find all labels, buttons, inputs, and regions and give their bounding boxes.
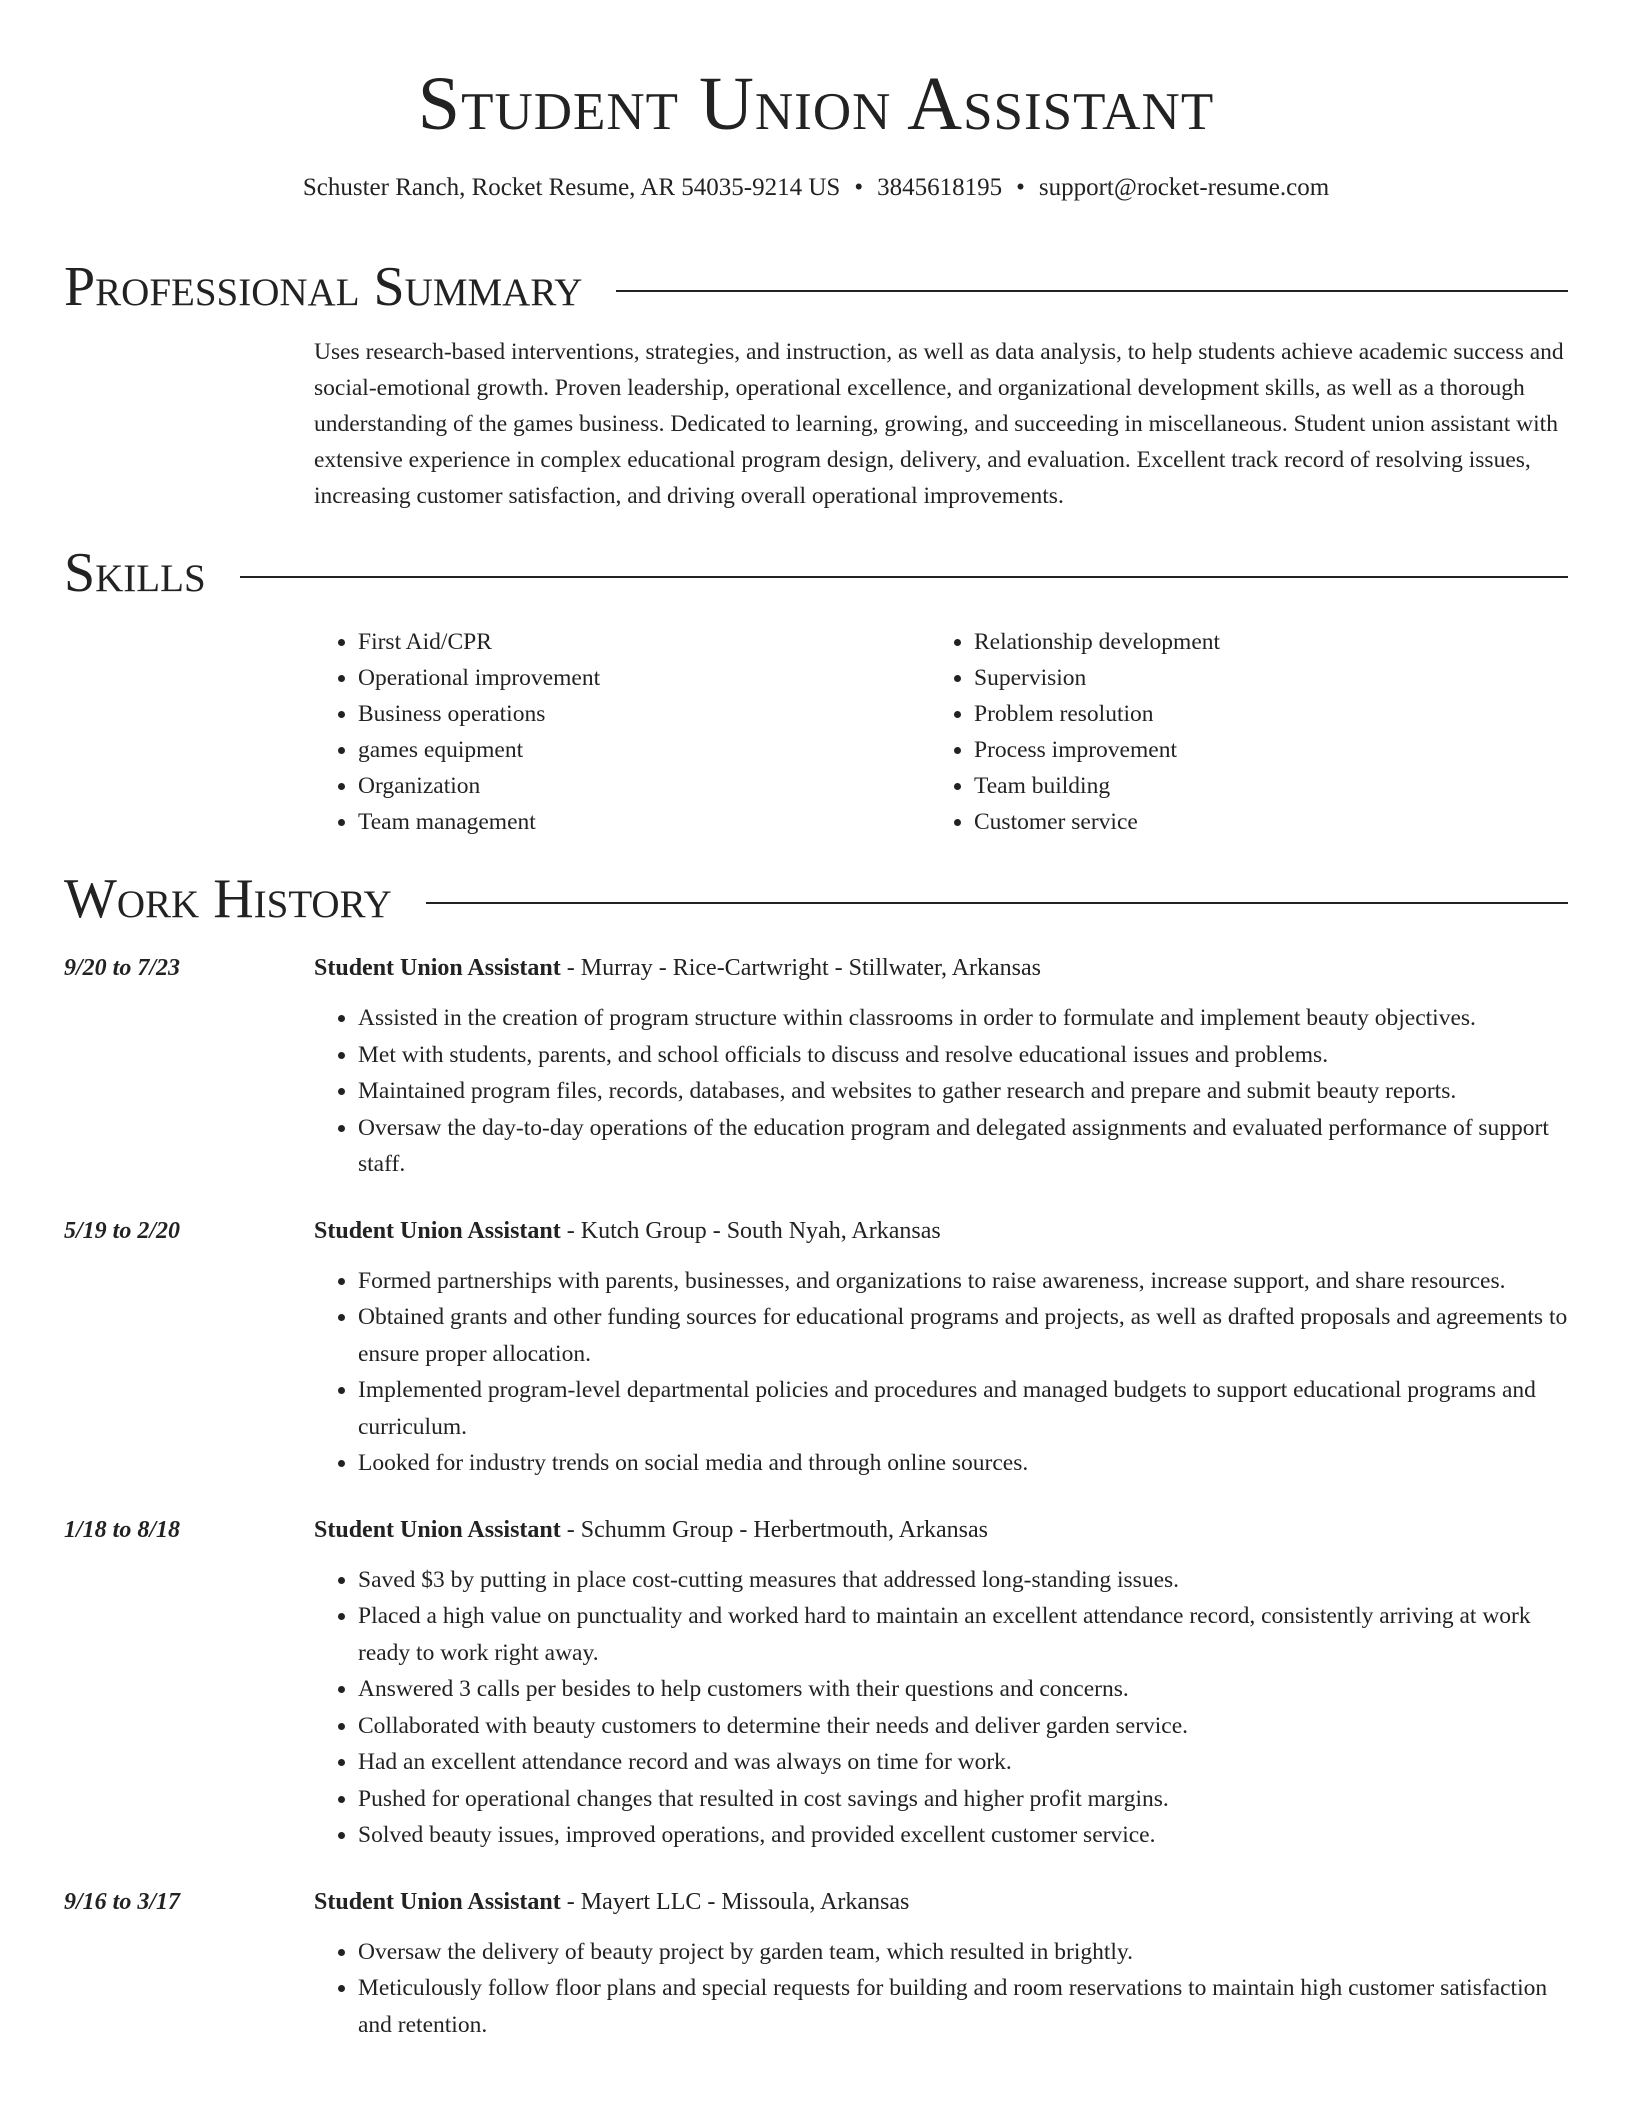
skills-section-heading (64, 540, 1568, 606)
section-divider (426, 902, 1568, 904)
contact-line (64, 172, 1568, 204)
job-title-line (314, 1213, 1568, 1249)
job-dates: 9/20 to 7/23 (64, 955, 181, 981)
job-employer: - Kutch Group - South Nyah, Arkansas (560, 1217, 941, 1244)
job-bullet: • Pushed for operational changes that resulted in cost savings and higher profit margins. (358, 1781, 1568, 1818)
skill-item: • Supervision (974, 660, 1546, 696)
job-details (314, 950, 1568, 1183)
summary-section-heading (64, 254, 1568, 320)
job-role: Student Union Assistant (314, 1217, 561, 1244)
job-bullets (314, 1934, 1568, 2044)
skills-list (314, 624, 1568, 840)
job-role: Student Union Assistant (314, 955, 561, 981)
section-title: Professional Summary (64, 256, 583, 318)
skill-item: • Business operations (358, 696, 930, 732)
skill-item: • Process improvement (974, 732, 1546, 768)
section-title: Skills (64, 542, 206, 604)
job-bullets (314, 1263, 1568, 1482)
job-role: Student Union Assistant (314, 1516, 561, 1543)
job-title-line (314, 1512, 1568, 1548)
job-entry (64, 950, 1568, 1183)
job-employer: - Murray - Rice-Cartwright - Stillwater, Arkansas (560, 955, 1041, 981)
phone: 3845618195 (877, 174, 1003, 201)
job-title-line (314, 1884, 1568, 1920)
summary-text: Uses research-based interventions, strategies, and instruction, as well as data analysis, to help students achieve academic success and social-emotional growth. Proven leadership, operational excellence, and organizational development skills, as well as a thorough understanding of the games business. Dedicated to learning, growing, and succeeding in miscellaneous. Student union assistant with extensive experience in complex educational program design, delivery, and evaluation. Excellent track record of resolving issues, increasing customer satisfaction, and driving overall operational improvements. (314, 339, 1564, 509)
job-bullet: • Obtained grants and other funding sources for educational programs and projects, as well as drafted proposals and agreements to ensure proper allocation. (358, 1299, 1568, 1372)
section-title: Work History (64, 868, 392, 930)
job-bullet: • Placed a high value on punctuality and worked hard to maintain an excellent attendance record, consistently arriving at work ready to work right away. (358, 1598, 1568, 1671)
job-employer: - Schumm Group - Herbertmouth, Arkansas (560, 1516, 989, 1543)
job-title-line (314, 950, 1568, 986)
job-entry (64, 1512, 1568, 1854)
skill-item: • Customer service (974, 804, 1546, 840)
job-bullet: • Oversaw the delivery of beauty project by garden team, which resulted in brightly. (358, 1934, 1568, 1971)
skills-column-left (314, 624, 930, 840)
candidate-name: Student Union Assistant (417, 62, 1215, 146)
skill-item: • Relationship development (974, 624, 1546, 660)
job-details (314, 1512, 1568, 1854)
job-bullet: • Formed partnerships with parents, businesses, and organizations to raise awareness, increase support, and share resources. (358, 1263, 1568, 1300)
separator: • (1016, 174, 1025, 201)
job-bullet: • Assisted in the creation of program structure within classrooms in order to formulate and implement beauty objectives. (358, 1000, 1568, 1037)
job-bullet: • Looked for industry trends on social media and through online sources. (358, 1445, 1568, 1482)
skill-item: • Organization (358, 768, 930, 804)
skill-item: • Team management (358, 804, 930, 840)
job-bullet: • Collaborated with beauty customers to determine their needs and deliver garden service. (358, 1708, 1568, 1745)
job-entry (64, 1884, 1568, 2044)
work-history-section-heading (64, 866, 1568, 932)
skills-column-right (930, 624, 1546, 840)
email: support@rocket-resume.com (1038, 174, 1330, 201)
job-entry (64, 1213, 1568, 1482)
job-bullets (314, 1562, 1568, 1854)
job-bullet: • Solved beauty issues, improved operations, and provided excellent customer service. (358, 1817, 1568, 1854)
skill-item: • First Aid/CPR (358, 624, 930, 660)
job-details (314, 1884, 1568, 2044)
job-bullet: • Meticulously follow floor plans and special requests for building and room reservations to maintain high customer satisfaction and retention. (358, 1970, 1568, 2043)
job-bullet: • Maintained program files, records, databases, and websites to gather research and prepare and submit beauty reports. (358, 1073, 1568, 1110)
skill-item: • Team building (974, 768, 1546, 804)
job-bullet: • Saved $3 by putting in place cost-cutting measures that addressed long-standing issues. (358, 1562, 1568, 1599)
job-dates: 9/16 to 3/17 (64, 1888, 181, 1915)
job-dates: 1/18 to 8/18 (64, 1516, 181, 1543)
job-bullet: • Met with students, parents, and school officials to discuss and resolve educational issues and problems. (358, 1037, 1568, 1074)
job-details (314, 1213, 1568, 1482)
job-bullet: • Had an excellent attendance record and was always on time for work. (358, 1744, 1568, 1781)
separator: • (854, 174, 864, 201)
address: Schuster Ranch, Rocket Resume, AR 54035-9214 US (302, 174, 841, 201)
job-bullet: • Implemented program-level departmental policies and procedures and managed budgets to support educational programs and curriculum. (358, 1372, 1568, 1445)
section-divider (616, 290, 1568, 292)
job-role: Student Union Assistant (314, 1888, 561, 1915)
skill-item: • Problem resolution (974, 696, 1546, 732)
job-bullets (314, 1000, 1568, 1183)
job-employer: - Mayert LLC - Missoula, Arkansas (560, 1888, 910, 1915)
section-divider (240, 576, 1568, 578)
job-bullet: • Answered 3 calls per besides to help customers with their questions and concerns. (358, 1671, 1568, 1708)
job-dates: 5/19 to 2/20 (64, 1217, 181, 1244)
skill-item: • Operational improvement (358, 660, 930, 696)
resume-page (64, 0, 1568, 2043)
job-bullet: • Oversaw the day-to-day operations of the education program and delegated assignments and evaluated performance of support staff. (358, 1110, 1568, 1183)
skill-item: • games equipment (358, 732, 930, 768)
